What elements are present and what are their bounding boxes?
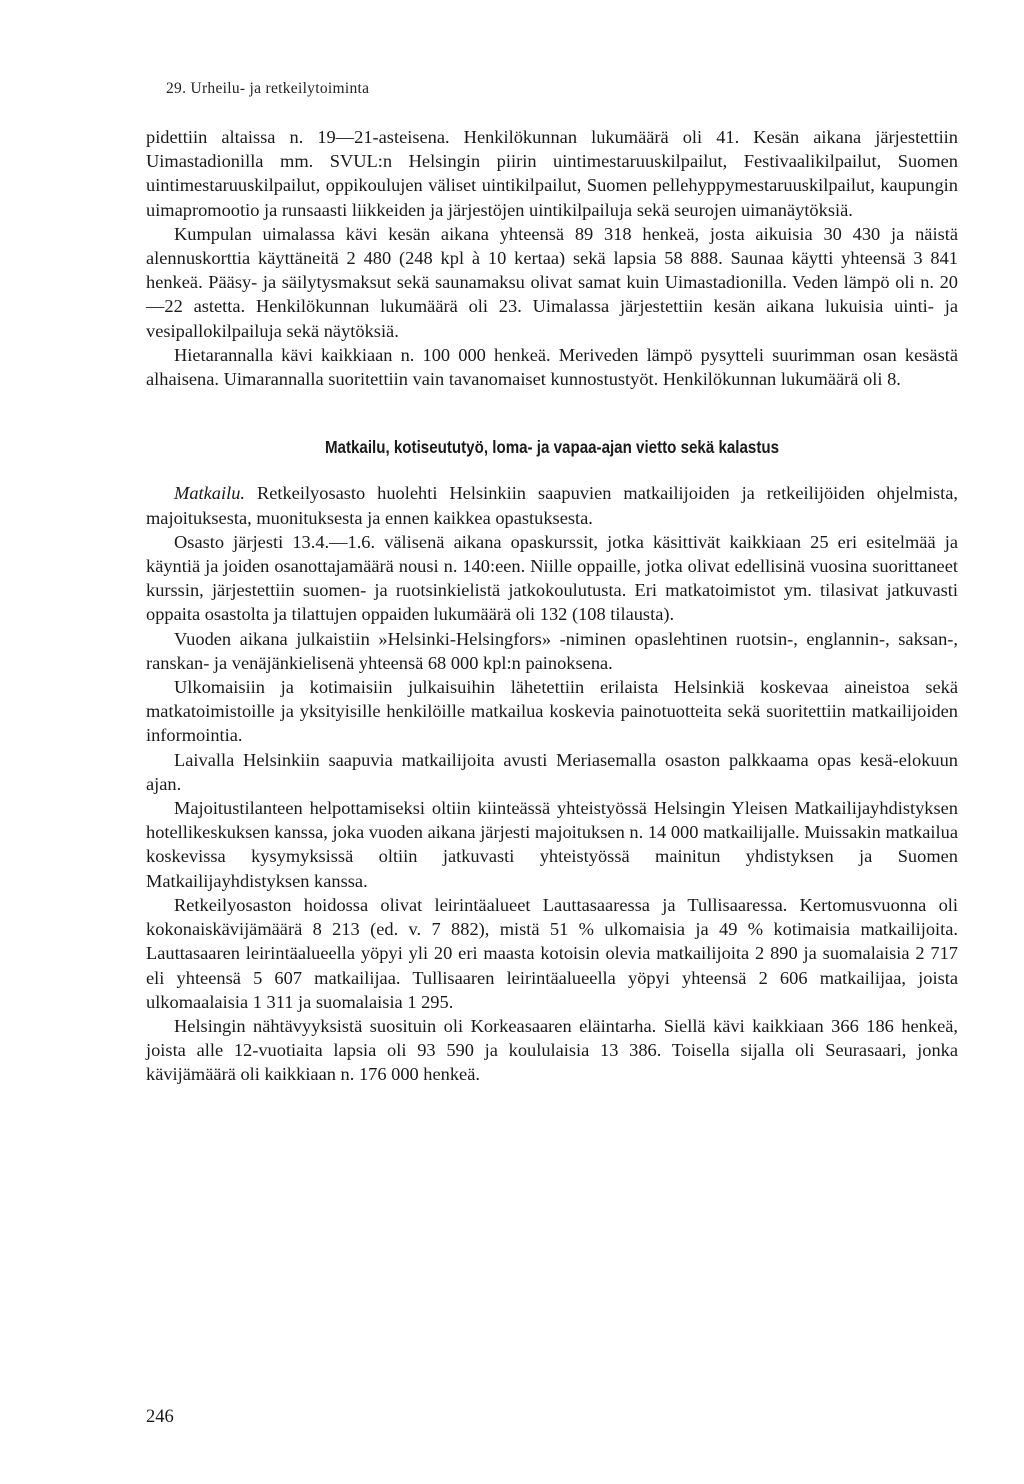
paragraph: Kumpulan uimalassa kävi kesän aikana yhteensä 89 318 henkeä, josta aikuisia 30 430 ja näistä alennuskorttia käyttäneitä 2 480 (248 kpl à 10 kertaa) sekä lapsia 58 888. Saunaa käytti yhteensä 3 841 henkeä. Pääsy- ja säilytysmaksut sekä saunamaksu olivat samat kuin Uimastadionilla. Veden lämpö oli n. 20—22 astetta. Henkilökunnan lukumäärä oli 23. Uimalassa järjestettiin kesän aikana lukuisia uinti- ja vesipallokilpailuja sekä näytöksiä. — [146, 223, 958, 341]
running-head: 29. Urheilu- ja retkeilytoiminta — [166, 80, 370, 97]
paragraph: Laivalla Helsinkiin saapuvia matkailijoita avusti Meriasemalla osaston palkkaama opas kesä-elokuun ajan. — [146, 749, 958, 794]
lead-word: Matkailu. — [174, 483, 245, 504]
paragraph: pidettiin altaissa n. 19—21-asteisena. Henkilökunnan lukumäärä oli 41. Kesän aikana järjestettiin Uimastadionilla mm. SVUL:n Helsingin piirin uintimestaruuskilpailut, Festivaalikilpailut, Suomen uintimestaruuskilpailut, oppikoulujen väliset uintikilpailut, Suomen pellehyppymestaruuskilpailut, kaupungin uimapromootio ja runsaasti liikkeiden ja järjestöjen uintikilpailuja sekä seurojen uimanäytöksiä. — [146, 127, 958, 220]
paragraph: Vuoden aikana julkaistiin »Helsinki-Helsingfors» -niminen opaslehtinen ruotsin-, englannin-, saksan-, ranskan- ja venäjänkielisenä yhteensä 68 000 kpl:n painoksena. — [146, 628, 958, 673]
paragraph: Ulkomaisiin ja kotimaisiin julkaisuihin lähetettiin erilaista Helsinkiä koskevaa aineistoa sekä matkatoimistoille ja yksityisille henkilöille matkailua koskevia painotuotteita sekä suoritettiin matkailijoiden informointia. — [146, 677, 958, 746]
page-number: 246 — [146, 1407, 174, 1427]
paragraph: Osasto järjesti 13.4.—1.6. välisenä aikana opaskurssit, jotka käsittivät kaikkiaan 25 eri esitelmää ja käyntiä ja joiden osanottajamäärä nousi n. 140:een. Niille oppaille, jotka olivat edellisinä vuosina suorittaneet kurssin, järjestettiin suomen- ja ruotsinkielistä jatkokoulutusta. Eri matkatoimistot ym. tilasivat jatkuvasti oppaita osastolta ja tilattujen oppaiden lukumäärä oli 132 (108 tilausta). — [146, 531, 958, 625]
paragraph: Hietarannalla kävi kaikkiaan n. 100 000 henkeä. Meriveden lämpö pysytteli suurimman osan kesästä alhaisena. Uimarannalla suoritettiin vain tavanomaiset kunnostustyöt. Henkilökunnan lukumäärä oli 8. — [146, 344, 958, 390]
body-text — [146, 125, 958, 1087]
paragraph: Helsingin nähtävyyksistä suosituin oli Korkeasaaren eläintarha. Siellä kävi kaikkiaan 366 186 henkeä, joista alle 12-vuotiaita lapsia oli 93 590 ja koululaisia 13 386. Toisella sijalla oli Seurasaari, jonka kävijämäärä oli kaikkiaan n. 176 000 henkeä. — [146, 1015, 958, 1085]
paragraph-text: Retkeilyosasto huolehti Helsinkiin saapuvien matkailijoiden ja retkeilijöiden ohjelmista, majoituksesta, muonituksesta ja ennen kaikkea opastuksesta. — [146, 483, 958, 528]
paragraph — [146, 481, 958, 529]
paragraph: Majoitustilanteen helpottamiseksi oltiin kiinteässä yhteistyössä Helsingin Yleisen Matkailijayhdistyksen hotellikeskuksen kanssa, joka vuoden aikana järjesti majoituksen n. 14 000 matkailijalle. Muissakin matkailua koskevissa kysymyksissä oltiin jatkuvasti yhteistyössä mainitun yhdistyksen ja Suomen Matkailijayhdistyksen kanssa. — [146, 798, 958, 891]
section-heading: Matkailu, kotiseututyö, loma- ja vapaa-ajan vietto sekä kalastus — [324, 437, 780, 458]
paragraph: Retkeilyosaston hoidossa olivat leirintäalueet Lauttasaaressa ja Tullisaaressa. Kertomusvuonna oli kokonaiskävijämäärä 8 213 (ed. v. 7 882), mistä 51 % ulkomaisia ja 49 % kotimaisia matkailijoita. Lauttasaaren leirintäalueella yöpyi yli 20 eri maasta kotoisin olevia matkailijoita 2 890 ja suomalaisia 2 717 eli yhteensä 5 607 matkailijaa. Tullisaaren leirintäalueella yöpyi yhteensä 2 606 matkailijaa, joista ulkomaalaisia 1 311 ja suomalaisia 1 295. — [146, 894, 958, 1012]
